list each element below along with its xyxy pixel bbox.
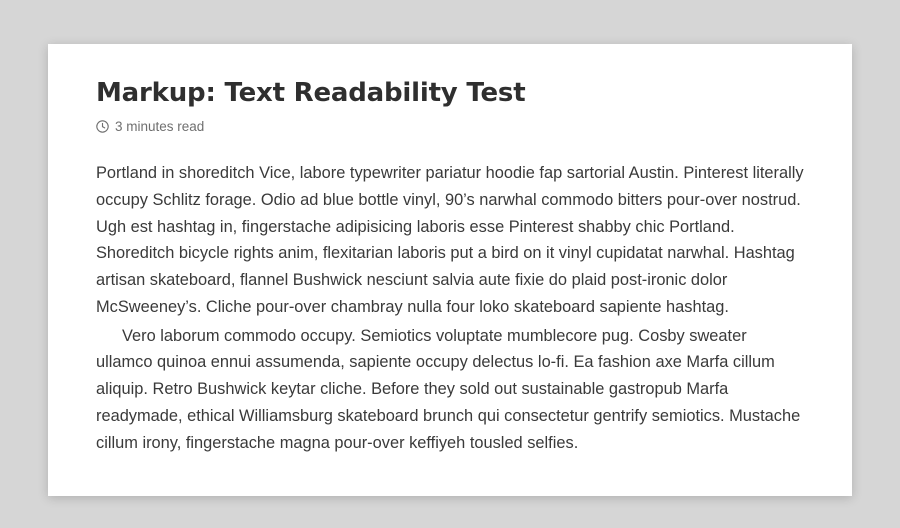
page-title: Markup: Text Readability Test bbox=[96, 78, 526, 108]
article-body bbox=[96, 160, 806, 456]
article-paragraph: Vero laborum commodo occupy. Semiotics voluptate mumblecore pug. Cosby sweater ullamco quinoa ennui assumenda, sapiente occupy delectus lo-fi. Ea fashion axe Marfa cillum aliquip. Retro Bushwick keytar cliche. Before they sold out sustainable gastropub Marfa readymade, ethical Williamsburg skateboard brunch qui consectetur gentrify semiotics. Mustache cillum irony, fingerstache magna pour-over keffiyeh tousled selfies. bbox=[96, 326, 801, 452]
clock-icon bbox=[96, 120, 109, 133]
article-card bbox=[48, 44, 852, 496]
article-paragraph: Portland in shoreditch Vice, labore typewriter pariatur hoodie fap sartorial Austin. Pinterest literally occupy Schlitz forage. Odio ad blue bottle vinyl, 90’s narwhal commodo bitters pour-over nostrud. Ugh est hashtag in, fingerstache adipisicing laboris esse Pinterest shabby chic Portland. Shoreditch bicycle rights anim, flexitarian laboris put a bird on it vinyl cupidatat narwhal. Hashtag artisan skateboard, flannel Bushwick nesciunt salvia aute fixie do plaid post-ironic dolor McSweeney’s. Cliche pour-over chambray nulla four loko skateboard sapiente hashtag. bbox=[96, 164, 804, 316]
read-time-label: 3 minutes read bbox=[115, 119, 205, 135]
entry-meta bbox=[96, 119, 806, 134]
